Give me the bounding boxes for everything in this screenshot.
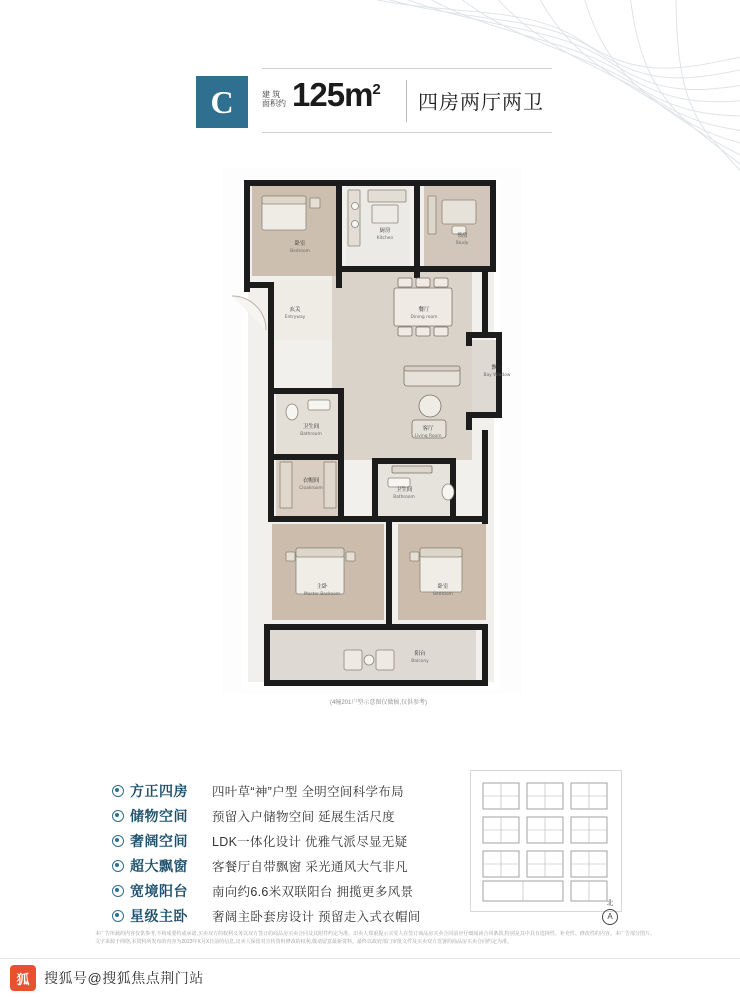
feature-row [112,803,462,828]
feature-title: 储物空间 [130,807,188,824]
feature-row [112,853,462,878]
svg-text:飘窗: 飘窗 [491,365,503,371]
svg-text:餐厅: 餐厅 [418,307,430,313]
header-rule-top [262,68,552,69]
svg-text:卫生间: 卫生间 [302,424,320,430]
compass-mark: A [607,912,613,921]
svg-text:Cloakroom: Cloakroom [299,486,323,491]
sohu-logo-icon: 狐 [10,965,36,991]
compass [600,900,620,926]
floor-plan [222,168,522,693]
feature-row [112,903,462,928]
bullet-icon [112,885,124,897]
svg-text:Bay Window: Bay Window [483,373,511,378]
bullet-icon [112,860,124,872]
svg-text:客厅: 客厅 [422,426,434,432]
svg-text:卫生间: 卫生间 [395,487,413,493]
area-unit-exponent: 2 [372,81,380,98]
footer-account-name: 搜狐号@搜狐焦点荆门站 [44,970,204,986]
feature-desc: 四叶草“神”户型 全明空间科学布局 [212,784,404,799]
svg-text:Balcony: Balcony [411,659,429,664]
svg-text:Master Bedroom: Master Bedroom [303,592,341,597]
plan-badge: C [196,76,248,128]
feature-row [112,778,462,803]
compass-north-label: 北 [606,900,614,907]
area-caption-line2: 面积约 [262,99,286,108]
svg-text:书房: 书房 [456,233,468,239]
legal-disclaimer: 本广告所载的内容仅供参考,不构成要约或承诺,买卖双方的权利义务以双方签订的商品房买卖合同及其附件约定为准。出卖人郑重提示买受人在签订商品房买卖合同前应仔细阅读合同条款,特别是其中具有选择性、补充性、修改性的内容。本广告部分图片、文字来源于网络,本资料所发布的内容为2023年X月X日前的信息,出卖人保留对宣传资料修改的权利,敬请留意最新资料。最终以政府部门审批文件及买卖双方签署的商品房买卖合同约定为准。 [95,931,655,945]
bullet-icon [112,785,124,797]
feature-title: 方正四房 [130,782,188,799]
feature-desc: 南向约6.6米双联阳台 拥揽更多风景 [212,884,414,899]
area-caption-line1: 建 筑 [262,90,281,99]
feature-row [112,828,462,853]
svg-text:Study: Study [455,241,469,246]
feature-title: 奢阔空间 [130,832,188,849]
svg-text:衣帽间: 衣帽间 [302,478,320,484]
footer-bar [10,965,204,991]
bullet-icon [112,810,124,822]
bullet-icon [112,910,124,922]
svg-text:Bathroom: Bathroom [393,495,415,500]
feature-desc: 客餐厅自带飘窗 采光通风大气非凡 [212,859,408,874]
svg-text:玄关: 玄关 [289,307,301,313]
footer-divider [0,958,740,959]
feature-list [112,778,462,928]
compass-dial-icon [602,909,618,925]
room-count-label: 四房两厅两卫 [418,92,544,114]
area-value-group [292,76,380,114]
bullet-icon [112,835,124,847]
area-caption [262,90,292,108]
svg-text:主卧: 主卧 [316,584,328,590]
svg-text:卧室: 卧室 [437,584,449,590]
svg-text:卧室: 卧室 [294,241,306,247]
svg-text:Bathroom: Bathroom [300,432,322,437]
svg-text:厨房: 厨房 [379,228,391,234]
svg-text:Bedroom: Bedroom [290,249,310,254]
feature-title: 宽境阳台 [130,882,188,899]
header-rule-bottom [262,132,552,133]
feature-desc: LDK一体化设计 优雅气派尽显无疑 [212,834,408,849]
feature-title: 星级主卧 [130,907,188,924]
header-divider [406,80,407,122]
svg-text:Kitchen: Kitchen [376,236,394,241]
feature-desc: 奢阔主卧套房设计 预留走入式衣帽间 [212,909,421,924]
building-key-plan [470,770,622,912]
feature-title: 超大飘窗 [130,857,188,874]
area-value: 125 [292,76,345,113]
plan-disclaimer-note: (4幢201户型示意图仅做稿,仅供参考) [330,700,428,706]
svg-text:Bedroom: Bedroom [433,592,453,597]
svg-text:阳台: 阳台 [414,651,426,657]
feature-desc: 预留入户储物空间 延展生活尺度 [212,809,395,824]
svg-text:Living Room: Living Room [414,434,442,439]
area-unit: m [344,76,373,113]
plan-header [196,76,556,138]
feature-row [112,878,462,903]
svg-text:Dining room: Dining room [410,315,438,320]
svg-text:Entryway: Entryway [284,315,306,320]
